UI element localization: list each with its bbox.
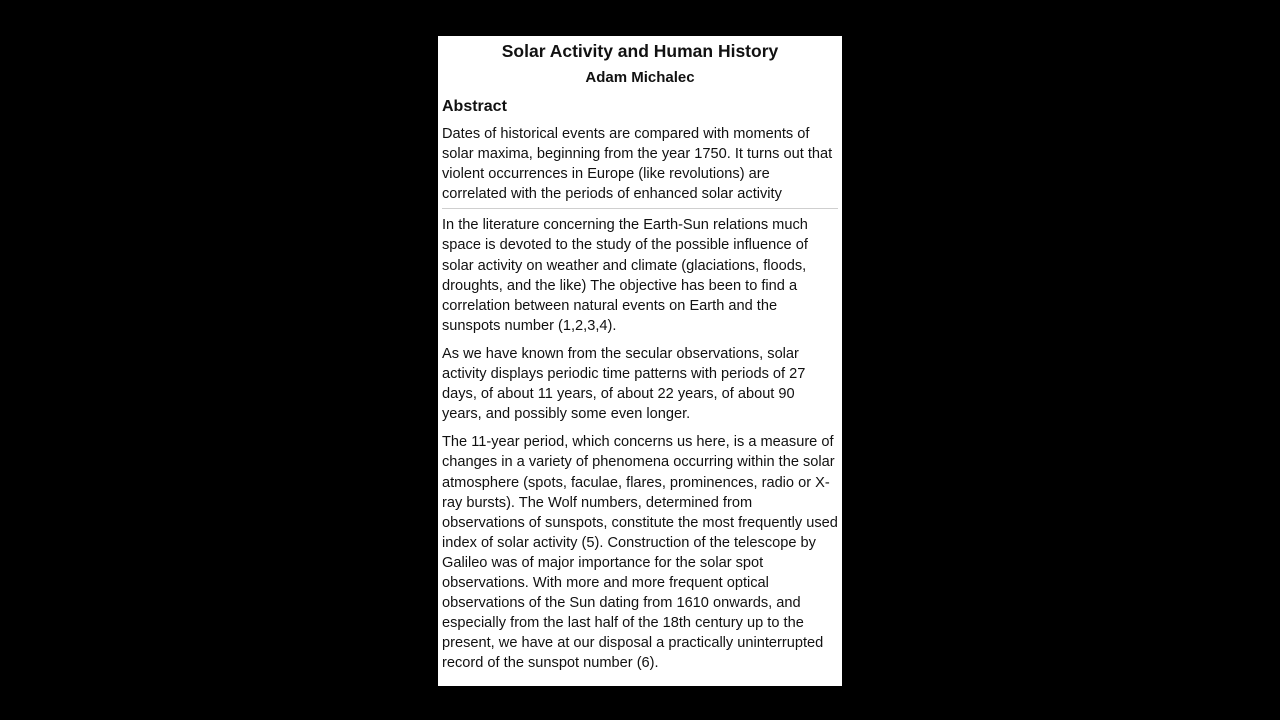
body-paragraph-1: In the literature concerning the Earth-Sun relations much space is devoted to the study of the possible influence of solar activity on weather and climate (glaciations, floods, droughts, and the like) The objective has been to find a correlation between natural events on Earth and the sunspots number (1,2,3,4). — [442, 217, 808, 334]
abstract-text: Dates of historical events are compared with moments of solar maxima, beginning from the year 1750. It turns out that violent occurrences in Europe (like revolutions) are correlated with the periods of enhanced solar activity — [442, 126, 833, 203]
document-page — [438, 36, 842, 686]
body-paragraph-3: The 11-year period, which concerns us here, is a measure of changes in a variety of phenomena occurring within the solar atmosphere (spots, faculae, flares, prominences, radio or X-ray bursts). The Wolf numbers, determined from observations of sunspots, constitute the most frequently used index of solar activity (5). Construction of the telescope by Galileo was of major importance for the solar spot observations. With more and more frequent optical observations of the Sun dating from 1610 onwards, and especially from the last half of the 18th century up to the present, we have at our disposal a practically uninterrupted record of the sunspot number (6). — [442, 434, 838, 672]
document-title: Solar Activity and Human History — [501, 41, 779, 61]
document-author: Adam Michalec — [585, 69, 695, 86]
body-paragraph-2: As we have known from the secular observations, solar activity displays periodic time patterns with periods of 27 days, of about 11 years, of about 22 years, of about 90 years, and possibly some even longer. — [442, 345, 806, 423]
section-divider — [442, 208, 838, 209]
abstract-heading: Abstract — [442, 98, 507, 115]
